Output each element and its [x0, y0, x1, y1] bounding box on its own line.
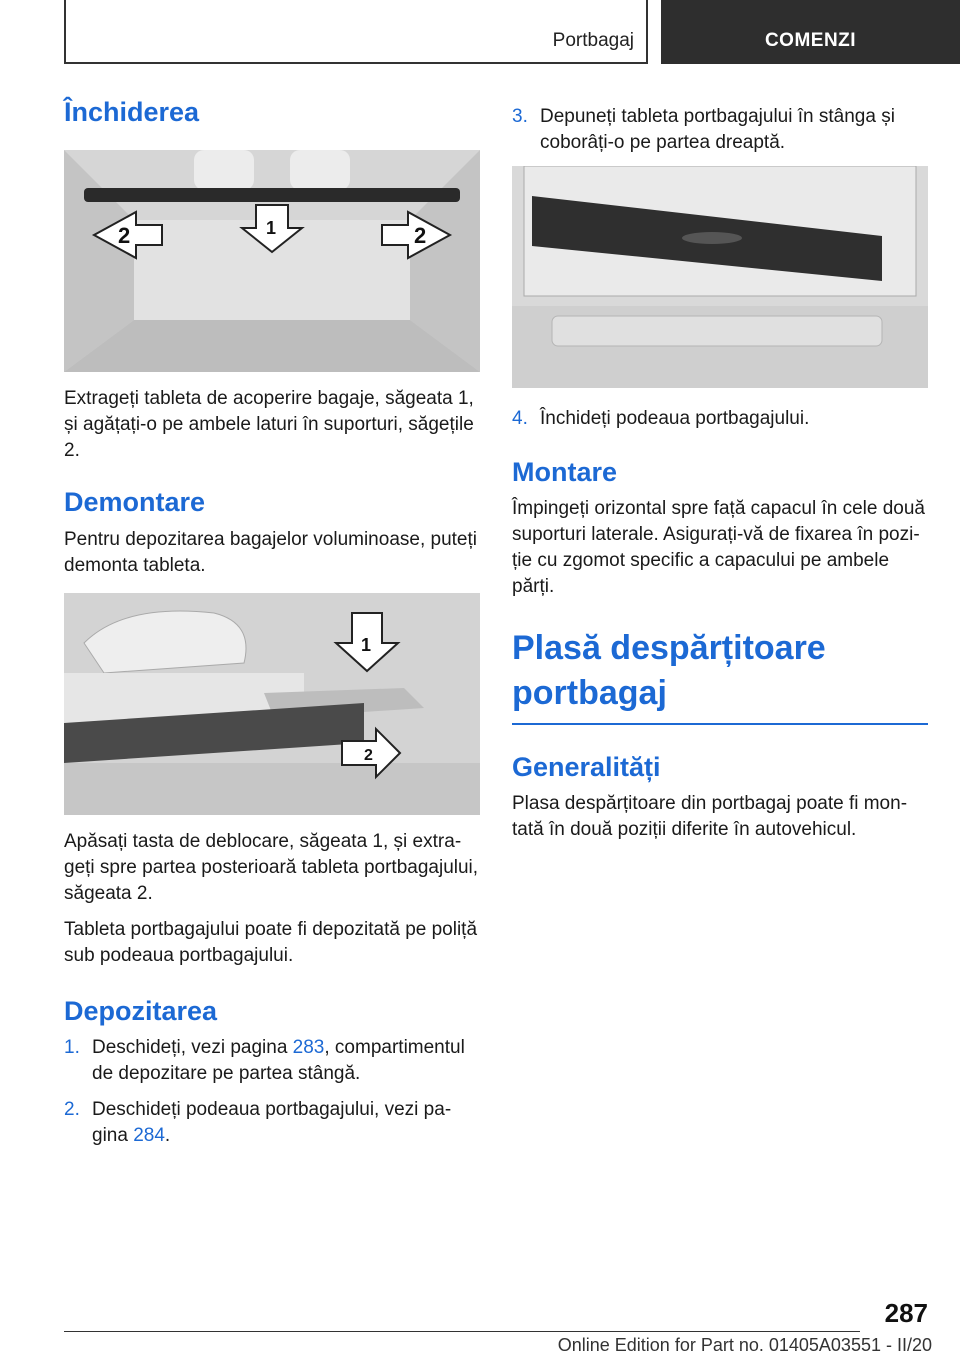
step-text-part: , compartimentul de depozitare pe partea stângă.	[92, 1037, 465, 1085]
release-text: Apăsați tasta de deblocare, săgeata 1, și extrageți spre partea posterioară tableta portbagajului, săgeata 2.	[64, 830, 479, 904]
step-number: 4.	[512, 408, 528, 429]
header-bar	[64, 0, 648, 64]
figure-cargo-cover-release	[64, 593, 480, 815]
footer-rule	[64, 1331, 860, 1332]
fig2-label-1: 1	[361, 634, 372, 655]
list-item	[512, 406, 928, 432]
step-text	[92, 1035, 480, 1087]
page-number: 287	[884, 1298, 928, 1328]
step-text-part: Deschideți podeaua portbagajului, vezi pagina	[92, 1099, 452, 1147]
net-heading-line-1: Plasă despărțitoare	[512, 629, 826, 668]
list-item	[64, 1035, 480, 1087]
general-heading: Generalități	[512, 751, 661, 782]
mount-heading: Montare	[512, 457, 618, 487]
fig1-label-left: 2	[118, 223, 131, 249]
net-heading-line-2: portbagaj	[512, 673, 667, 712]
step-text: Depuneți tableta portbagajului în stânga și coborâți-o pe partea dreaptă.	[540, 106, 895, 153]
left-column	[64, 96, 480, 1159]
right-column	[512, 104, 928, 853]
storage-steps	[64, 1035, 480, 1149]
step-number: 3.	[512, 106, 528, 127]
step-number: 2.	[64, 1099, 80, 1121]
step-number: 1.	[64, 1037, 80, 1059]
figure-cargo-cover-storage	[512, 166, 928, 388]
section-title: COMENZI	[764, 30, 857, 51]
heading-rule	[512, 723, 928, 725]
mount-text: Împingeți orizontal spre față capacul în cele două suporturi laterale. Asigurați-vă de fixarea în poziție cu zgomot specific a capacului pe ambele părți.	[512, 498, 925, 598]
closing-text: Extrageți tableta de acoperire bagaje, săgeata 1, și agățați-o pe ambele laturi în suporturi, săgețile 2.	[64, 388, 474, 462]
list-item	[512, 104, 928, 156]
step-text	[92, 1097, 480, 1149]
removal-text: Pentru depozitarea bagajelor voluminoase, puteți demonta tableta.	[64, 528, 477, 576]
page-link-283[interactable]: 283	[292, 1037, 325, 1059]
chapter-title: Portbagaj	[552, 30, 634, 51]
fig2-label-2: 2	[364, 746, 373, 764]
section-tab	[661, 0, 960, 64]
edition-note: Online Edition for Part no. 01405A03551 - II/20	[557, 1335, 932, 1355]
general-text: Plasa despărțitoare din portbagaj poate fi montată în două poziții diferite în autovehicul.	[512, 793, 908, 841]
storage-text: Tableta portbagajului poate fi depozitată pe poliță sub podeaua portbagajului.	[64, 918, 478, 966]
step-text: Închideți podeaua portbagajului.	[540, 408, 810, 429]
fig1-label-center: 1	[266, 218, 277, 239]
step-text-part: .	[164, 1125, 171, 1147]
fig1-label-right: 2	[414, 223, 427, 249]
closing-heading: Închiderea	[64, 97, 200, 127]
storage-heading: Depozitarea	[64, 995, 218, 1026]
step-text-part: Deschideți, vezi pagina	[92, 1037, 293, 1059]
page-link-284[interactable]: 284	[133, 1125, 165, 1147]
figure-cargo-cover-closing	[64, 150, 480, 372]
list-item	[64, 1097, 480, 1149]
removal-heading: Demontare	[64, 487, 206, 518]
